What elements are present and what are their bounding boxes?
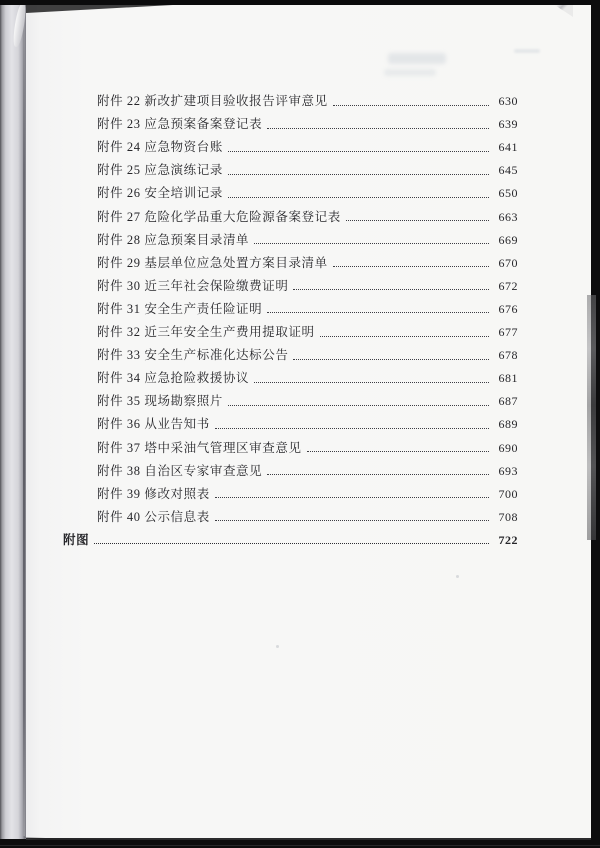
show-through-artifact bbox=[384, 69, 436, 76]
dot-leader bbox=[333, 105, 489, 106]
toc-entry-title: 附件 27 危险化学品重大危险源备案登记表 bbox=[97, 209, 341, 224]
dot-leader bbox=[94, 543, 489, 544]
toc-entry-page: 650 bbox=[498, 186, 518, 201]
toc-entry bbox=[63, 503, 518, 526]
toc-entry-page: 708 bbox=[498, 509, 518, 524]
dot-leader bbox=[228, 405, 489, 406]
toc-entry-page: 681 bbox=[498, 371, 518, 386]
toc-entry-page: 641 bbox=[498, 140, 518, 155]
toc-entry-title: 附件 35 现场勘察照片 bbox=[97, 394, 223, 409]
toc-entry-page: 672 bbox=[498, 278, 518, 293]
toc-entry-page: 687 bbox=[498, 394, 518, 409]
toc-entry-title: 附件 37 塔中采油气管理区审查意见 bbox=[97, 440, 302, 455]
scan-border-top bbox=[0, 0, 600, 5]
toc-entry-title: 附件 29 基层单位应急处置方案目录清单 bbox=[97, 255, 328, 270]
scan-border-bottom-highlight bbox=[0, 845, 600, 846]
toc-entry-page: 677 bbox=[498, 325, 518, 340]
page-edge-line bbox=[23, 8, 25, 836]
toc-entry-title: 附件 22 新改扩建项目验收报告评审意见 bbox=[97, 94, 328, 109]
toc-entry bbox=[63, 341, 518, 364]
dot-leader bbox=[254, 382, 489, 383]
paper-page bbox=[26, 5, 591, 838]
scan-speck bbox=[276, 645, 279, 648]
toc-entry bbox=[63, 318, 518, 341]
show-through-artifact bbox=[514, 49, 540, 53]
dot-leader bbox=[215, 520, 489, 521]
show-through-artifact bbox=[388, 53, 446, 64]
toc-entry-title: 附件 33 安全生产标准化达标公告 bbox=[97, 348, 289, 363]
toc-entry-title: 附件 36 从业告知书 bbox=[97, 417, 210, 432]
toc-entry-page: 630 bbox=[498, 94, 518, 109]
toc-entry-title: 附件 31 安全生产责任险证明 bbox=[97, 301, 263, 316]
toc-entry-page: 663 bbox=[498, 209, 518, 224]
dot-leader bbox=[307, 451, 489, 452]
toc-entry bbox=[63, 364, 518, 387]
toc-entry bbox=[63, 179, 518, 202]
dot-leader bbox=[333, 266, 489, 267]
dot-leader bbox=[215, 497, 489, 498]
toc-entry bbox=[63, 272, 518, 295]
toc-entry bbox=[63, 133, 518, 156]
toc-entry-page: 645 bbox=[498, 163, 518, 178]
toc-entry-title: 附件 30 近三年社会保险缴费证明 bbox=[97, 278, 289, 293]
toc-entry-page: 700 bbox=[498, 486, 518, 501]
dot-leader bbox=[267, 312, 489, 313]
toc-entry bbox=[63, 226, 518, 249]
toc-entry-title: 附件 32 近三年安全生产费用提取证明 bbox=[97, 325, 315, 340]
toc-entry bbox=[63, 249, 518, 272]
page-top-shadow bbox=[26, 4, 191, 13]
toc-entry-title: 附件 40 公示信息表 bbox=[97, 509, 210, 524]
toc-entry bbox=[63, 110, 518, 133]
dot-leader bbox=[346, 220, 489, 221]
toc-entry-page: 693 bbox=[498, 463, 518, 478]
dot-leader bbox=[228, 197, 489, 198]
dot-leader bbox=[267, 474, 489, 475]
toc-entry-page: 689 bbox=[498, 417, 518, 432]
toc-entry-page: 678 bbox=[498, 348, 518, 363]
dot-leader bbox=[293, 289, 489, 290]
toc-entry-title: 附件 25 应急演练记录 bbox=[97, 163, 223, 178]
toc-entry-title: 附件 26 安全培训记录 bbox=[97, 186, 223, 201]
toc-entry-page: 669 bbox=[498, 232, 518, 247]
toc-entry bbox=[63, 433, 518, 456]
dot-leader bbox=[228, 174, 489, 175]
toc-entry bbox=[63, 480, 518, 503]
toc-entry bbox=[63, 202, 518, 225]
dot-leader bbox=[215, 428, 489, 429]
toc-entry-page: 639 bbox=[498, 117, 518, 132]
toc-entry bbox=[63, 156, 518, 179]
toc-entry bbox=[63, 410, 518, 433]
toc-entry-page: 676 bbox=[498, 301, 518, 316]
toc-entry-title: 附件 28 应急预案目录清单 bbox=[97, 232, 250, 247]
toc-entry bbox=[63, 457, 518, 480]
toc-entry bbox=[63, 387, 518, 410]
dot-leader bbox=[293, 359, 489, 360]
page-stack-edges bbox=[587, 295, 596, 540]
dot-leader bbox=[228, 151, 489, 152]
toc-entry bbox=[63, 526, 518, 549]
toc-entry-title: 附件 34 应急抢险救援协议 bbox=[97, 371, 250, 386]
dot-leader bbox=[267, 128, 489, 129]
toc-entry-page: 722 bbox=[498, 532, 518, 547]
toc-entry-title: 附图 bbox=[63, 532, 90, 547]
dot-leader bbox=[254, 243, 489, 244]
toc-entry bbox=[63, 87, 518, 110]
toc-entry-page: 690 bbox=[498, 440, 518, 455]
toc-entry-title: 附件 24 应急物资台账 bbox=[97, 140, 223, 155]
toc-entry bbox=[63, 295, 518, 318]
toc-entry-page: 670 bbox=[498, 255, 518, 270]
toc-entry-title: 附件 38 自治区专家审查意见 bbox=[97, 463, 263, 478]
toc-entry-title: 附件 39 修改对照表 bbox=[97, 486, 210, 501]
dot-leader bbox=[320, 336, 489, 337]
scan-border-bottom bbox=[0, 840, 600, 848]
toc-list bbox=[63, 87, 518, 549]
scan-speck bbox=[456, 575, 459, 578]
toc-entry-title: 附件 23 应急预案备案登记表 bbox=[97, 117, 263, 132]
